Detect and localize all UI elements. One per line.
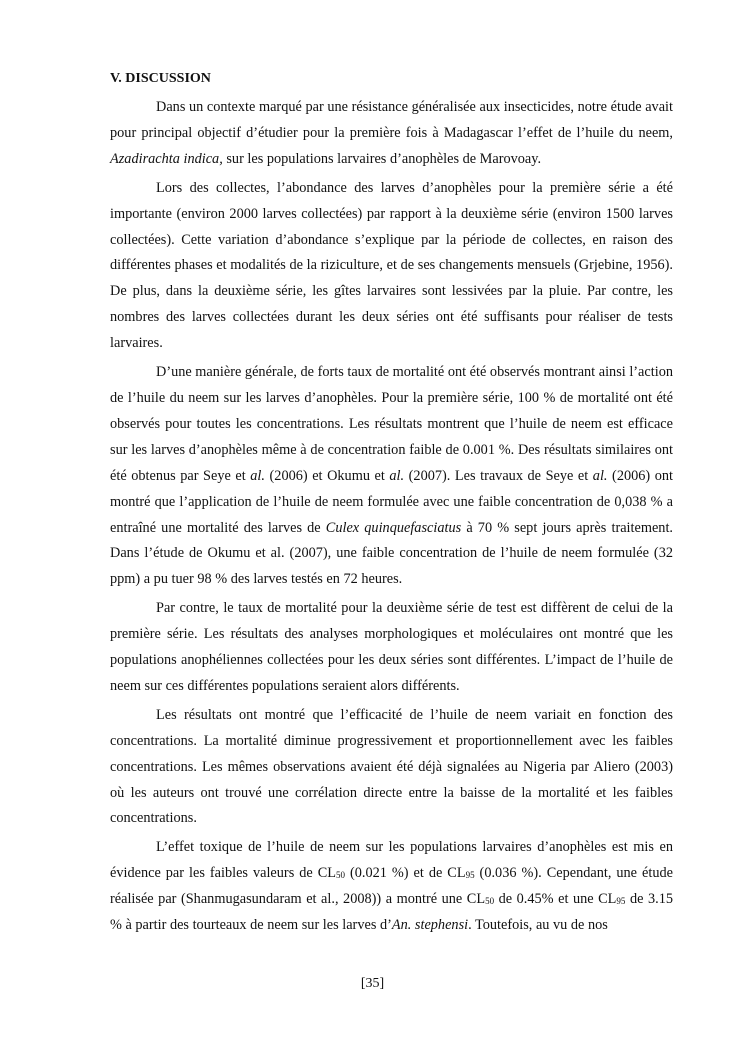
- italic-text: al.: [592, 467, 608, 484]
- text-segment: Lors des collectes, l’abondance des larves d’anophèles pour la première série a été importante (environ 2000 larves collectées) par rapport à la deuxième série (environ 1500 larves collectées). Cette variation d’abondance s’explique par la période de collectes, en raison des différentes phases et modalités de la riziculture, et de ses changements mensuels (Grjebine, 1956). De plus, dans la deuxième série, les gîtes larvaires sont lessivées par la pluie. Par contre, les nombres des larves collectées durant les deux séries ont été suffisants pour réaliser de tests larvaires.: [110, 179, 673, 352]
- text-segment: (0.021 %) et de CL: [344, 865, 466, 882]
- page-number: [35]: [360, 976, 385, 991]
- paragraph-toxique: [110, 835, 673, 939]
- text-segment: (2006) et Okumu et: [264, 467, 390, 484]
- subscript-text: 50: [335, 870, 345, 881]
- italic-text: al.: [389, 467, 405, 484]
- text-segment: (0.036 %). Cependant, une étude réalisée par (Shanmugasundaram et al., 2008)) a montré une CL: [110, 865, 673, 908]
- subscript-text: 50: [485, 896, 495, 907]
- italic-text: Azadirachta indica,: [110, 150, 223, 167]
- section-heading: V. DISCUSSION: [110, 71, 211, 86]
- text-segment: à 70 % sept jours après traitement. Dans l’étude de Okumu et al. (2007), une faible concentration de l’huile de neem formulée (32 ppm) a pu tuer 98 % des larves testés en 72 heures.: [110, 519, 673, 588]
- paragraph-mortalite: [110, 360, 673, 593]
- text-segment: de 3.15 % à partir des tourteaux de neem sur les larves d’: [110, 891, 673, 934]
- paragraph-deuxieme-serie: [110, 596, 673, 700]
- text-segment: (2006) ont montré que l’application de l’huile de neem formulée avec une faible concentration de 0,038 % a entraîné une mortalité des larves de: [110, 467, 673, 536]
- text-segment: L’effet toxique de l’huile de neem sur les populations larvaires d’anophèles est mis en évidence par les faibles valeurs de CL: [110, 839, 673, 882]
- italic-text: Culex quinquefasciatus: [325, 519, 462, 536]
- italic-text: al.: [250, 467, 265, 484]
- text-segment: sur les populations larvaires d’anophèles de Marovoay.: [222, 150, 542, 167]
- text-segment: Les résultats ont montré que l’efficacité de l’huile de neem variait en fonction des concentrations. La mortalité diminue progressivement et proportionnellement avec les faibles concentrations. Les mêmes observations avaient été déjà signalées au Nigeria par Aliero (2003) où les auteurs ont trouvé une corrélation directe entre la baisse de la mortalité et les faibles concentrations.: [110, 706, 673, 827]
- text-segment: de 0.45% et une CL: [494, 891, 617, 908]
- subscript-text: 95: [465, 870, 475, 881]
- subscript-text: 95: [616, 896, 626, 907]
- discussion-body: [110, 95, 673, 942]
- text-segment: . Toutefois, au vu de nos: [468, 917, 608, 934]
- italic-text: An. stephensi: [391, 917, 469, 934]
- text-segment: Dans un contexte marqué par une résistance généralisée aux insecticides, notre étude avait pour principal objectif d’étudier pour la première fois à Madagascar l’effet de l’huile du neem,: [110, 99, 673, 141]
- paragraph-efficacite: [110, 703, 673, 833]
- paragraph-collectes: [110, 176, 673, 357]
- text-segment: Par contre, le taux de mortalité pour la deuxième série de test est diffèrent de celui de la première série. Les résultats des analyses morphologiques et moléculaires ont montré que les populations anophéliennes collectées pour les deux séries sont différentes. L’impact de l’huile de neem sur ces différentes populations seraient alors différents.: [110, 600, 673, 694]
- paragraph-intro: [110, 95, 673, 173]
- text-segment: (2007). Les travaux de Seye et: [404, 467, 593, 484]
- text-segment: D’une manière générale, de forts taux de mortalité ont été observés montrant ainsi l’action de l’huile du neem sur les larves d’anophèles. Pour la première série, 100 % de mortalité ont été observés pour toutes les concentrations. Les résultats montrent que l’huile de neem est efficace sur les larves d’anophèles même à de concentration faible de 0.001 %. Des résultats similaires ont été obtenus par Seye et: [110, 364, 673, 484]
